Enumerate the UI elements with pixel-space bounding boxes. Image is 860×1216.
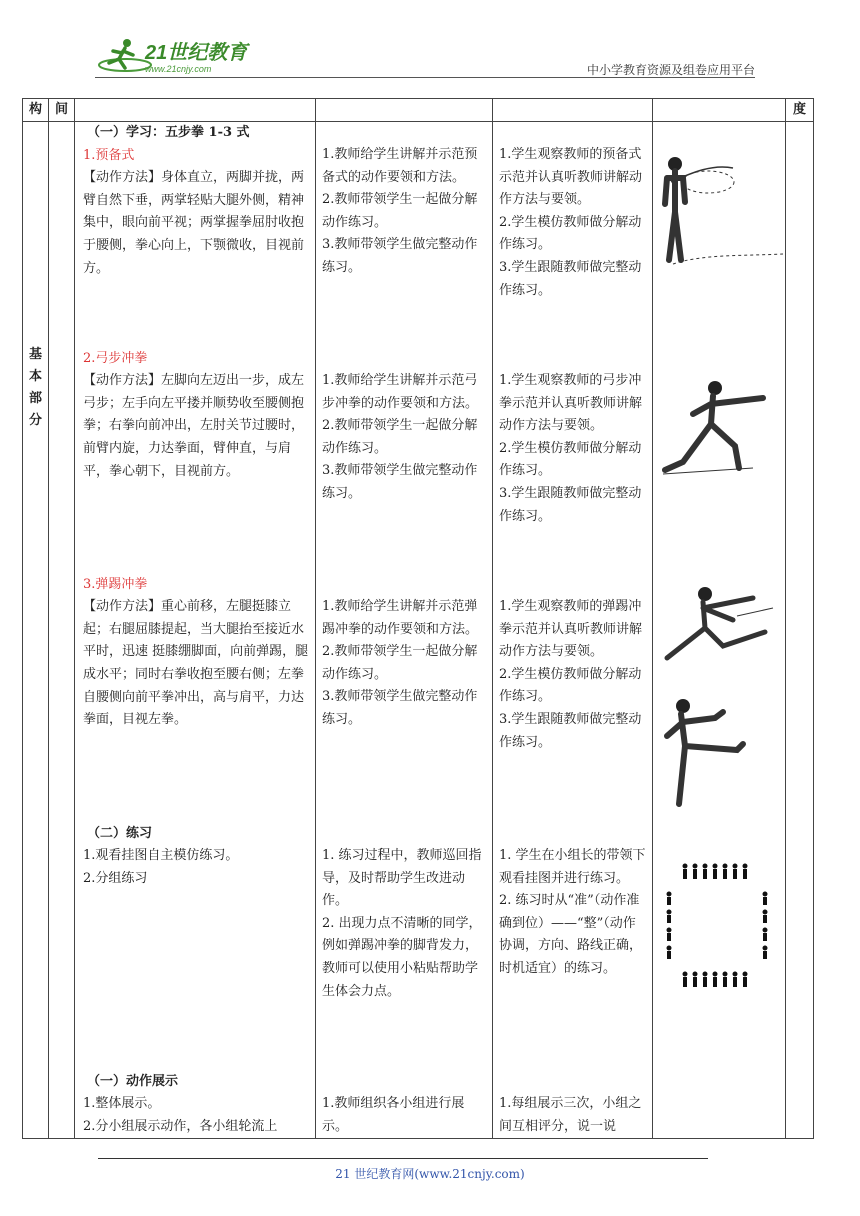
content-column [75,122,316,1139]
section-side-label: 基 本 部 分 [23,122,49,1139]
show-block [83,1071,309,1139]
teacher-block-2: 1.教师给学生讲解并示范弓步冲拳的动作要领和方法。 2.教师带领学生一起做分解动作练习。 3.教师带领学生做完整动作练习。 [322,373,479,501]
footer-divider [98,1158,708,1159]
student-column [493,122,653,1139]
practice-item: 2.分组练习 [83,870,148,886]
move-name: 2.弓步冲拳 [83,350,148,366]
teacher-column [316,122,493,1139]
section-title: （二）练习 [87,825,153,841]
header-cell-5 [493,99,653,122]
show-item: 2.分小组展示动作，各小组轮流上 [83,1118,278,1134]
snap-kick-figure-2 [653,688,786,808]
student-block-2: 1.学生观察教师的弓步冲拳示范并认真听教师讲解动作方法与要领。 2.学生模仿教师做分解动作练习。 3.学生跟随教师做完整动作练习。 [499,373,643,524]
header-cell-2: 间 [49,99,75,122]
page-footer: 21 世纪教育网(www.21cnjy.com) [335,1167,525,1181]
platform-name: 中小学教育资源及组卷应用平台 [586,63,755,77]
header-cell-1: 构 [23,99,49,122]
header-cell-3 [75,99,316,122]
student-block-3: 1.学生观察教师的弹踢冲拳示范并认真听教师讲解动作方法与要领。 2.学生模仿教师做分解动作练习。 3.学生跟随教师做完整动作练习。 [499,599,643,750]
snap-kick-figure-1 [653,578,786,678]
bow-stance-punch-figure [653,374,786,484]
logo-url: www.21cnjy.com [145,64,212,74]
student-block-1: 1.学生观察教师的预备式示范并认真听教师讲解动作方法与要领。 2.学生模仿教师做分解动作练习。 3.学生跟随教师做完整动作练习。 [499,147,643,298]
logo-text: 21世纪教育 [145,42,248,64]
page-header [95,35,755,80]
header-cell-6 [653,99,786,122]
move-name: 3.弹踢冲拳 [83,576,148,592]
lesson-table [22,98,814,1139]
teacher-block-3: 1.教师给学生讲解并示范弹踢冲拳的动作要领和方法。 2.教师带领学生一起做分解动作练习。 3.教师带领学生做完整动作练习。 [322,599,479,727]
show-item: 1.整体展示。 [83,1096,161,1112]
practice-item: 1.观看挂图自主模仿练习。 [83,848,239,864]
time-column [49,122,75,1139]
ready-stance-figure [653,142,786,282]
teacher-block-1: 1.教师给学生讲解并示范预备式的动作要领和方法。 2.教师带领学生一起做分解动作练习。 3.教师带领学生做完整动作练习。 [322,147,478,275]
student-block-4: 1. 学生在小组长的带领下观看挂图并进行练习。 2. 练习时从“准”（动作准确到位）——“整”（动作协调，方向、路线正确，时机适宜）的练习。 [499,848,646,976]
move-method: 【动作方法】重心前移，左腿挺膝立起；右腿屈膝提起，当大腿抬至接近水平时，迅速 挺膝绷脚面，向前弹踢，腿成水平；同时右拳收抱至腰右侧；左拳自腰侧向前平拳冲出，高与肩平，力达拳面，目视左拳。 [83,599,309,728]
header-cell-4 [316,99,493,122]
move-block-3 [83,574,309,823]
table-header-row [23,99,814,122]
section-title: （一）动作展示 [87,1073,179,1089]
move-name: 1.预备式 [83,147,135,163]
move-block-2 [83,348,309,574]
move-block-1 [83,145,309,348]
header-cell-7: 度 [786,99,814,122]
move-method: 【动作方法】左脚向左迈出一步，成左弓步；左手向左平搂并顺势收至腰侧抱拳；右拳向前冲出，左肘关节过腰时，前臂内旋，力达拳面，臂伸直，与肩平，拳心朝下，目视前方。 [83,373,305,479]
student-block-5: 1.每组展示三次，小组之间互相评分，说一说 [499,1096,642,1134]
section-title: （一）学习：五步拳 1-3 式 [87,125,250,140]
image-column [653,122,786,1139]
group-formation-diagram [653,854,786,994]
practice-block [83,823,309,1071]
teacher-block-4: 1. 练习过程中，教师巡回指导，及时帮助学生改进动作。 2. 出现力点不清晰的同学，例如弹踢冲拳的脚背发力，教师可以使用小粘贴帮助学生体会力点。 [322,848,482,999]
logo [95,35,265,77]
move-method: 【动作方法】身体直立，两脚并拢，两臂自然下垂，两掌轻贴大腿外侧，精神集中，眼向前平视；两掌握拳屈肘收抱于腰侧，拳心向上，下颚微收，目视前方。 [83,170,305,276]
evaluation-column [786,122,814,1139]
header-divider [95,77,755,78]
teacher-block-5: 1.教师组织各小组进行展示。 [322,1096,465,1134]
body-row [23,122,814,1139]
